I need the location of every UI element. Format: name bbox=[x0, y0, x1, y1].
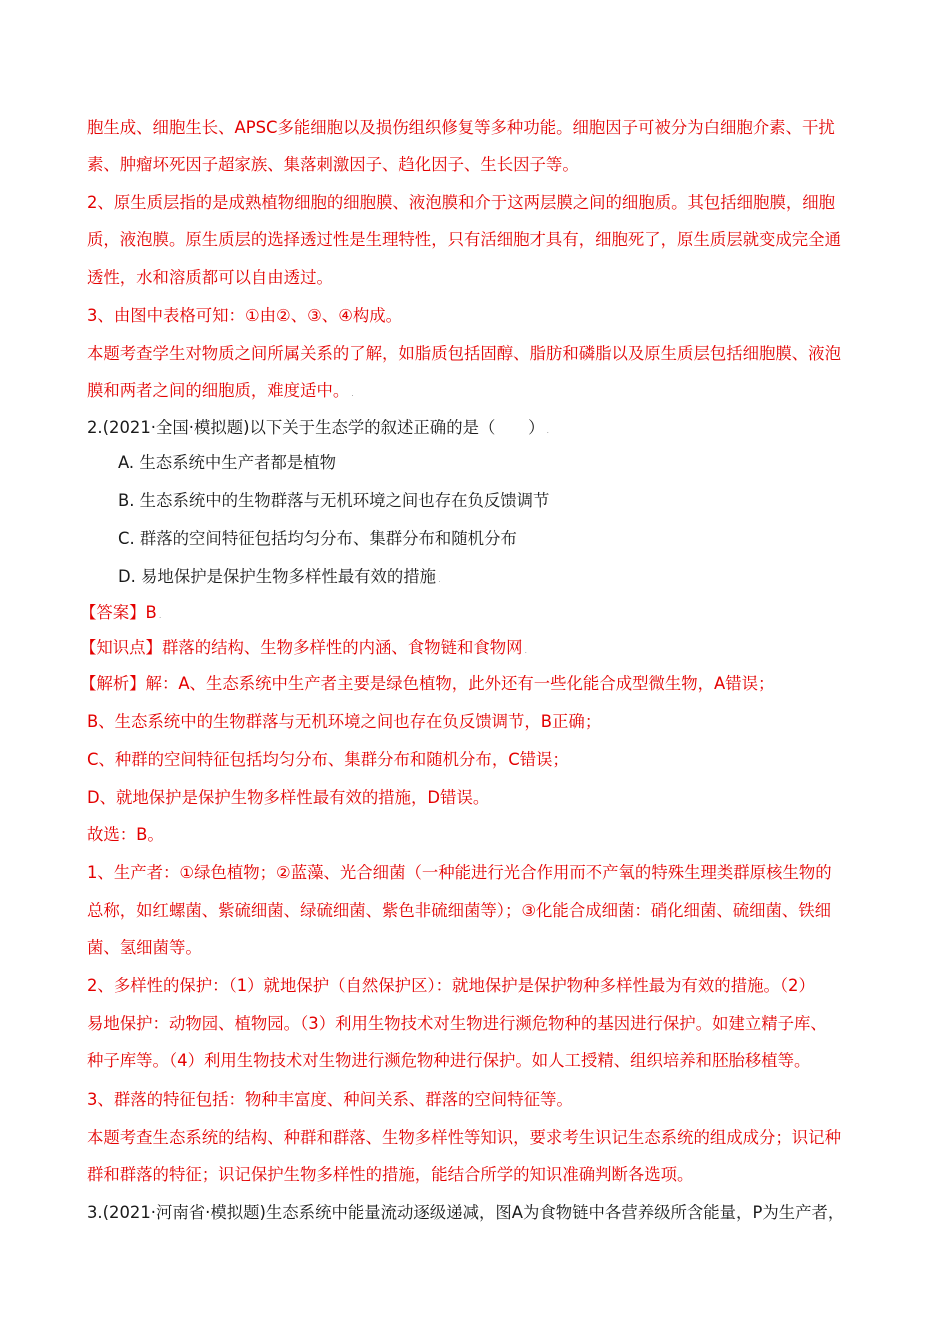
paragraph-mark: . bbox=[438, 575, 441, 584]
text-line: 2、多样性的保护：（1）就地保护（自然保护区）：就地保护是保护物种多样性最为有效的措施。（2） bbox=[87, 976, 815, 995]
text-line: 2、原生质层指的是成熟植物细胞的细胞膜、液泡膜和介于这两层膜之间的细胞质。其包括细胞膜，细胞 bbox=[87, 193, 836, 212]
question-text: 2.(2021·全国·模拟题)以下关于生态学的叙述正确的是（ ） bbox=[87, 418, 545, 437]
text-line: 易地保护：动物园、植物园。（3）利用生物技术对生物进行濒危物种的基因进行保护。如建立精子库、 bbox=[87, 1014, 827, 1033]
question-stem: 3.(2021·河南省·模拟题)生态系统中能量流动逐级递减，图A为食物链中各营养级所含能量，P为生产者， bbox=[87, 1203, 845, 1222]
paragraph-mark: . bbox=[158, 611, 162, 620]
text-line: 总称，如红螺菌、紫硫细菌、绿硫细菌、紫色非硫细菌等）；③化能合成细菌：硝化细菌、硫细菌、铁细 bbox=[87, 901, 832, 920]
text-line: 素、肿瘤坏死因子超家族、集落刺激因子、趋化因子、生长因子等。 bbox=[87, 155, 579, 174]
text-line: D、就地保护是保护生物多样性最有效的措施，D错误。 bbox=[87, 788, 490, 807]
text-line: B、生态系统中的生物群落与无机环境之间也存在负反馈调节，B正确； bbox=[87, 712, 602, 731]
text-line: 3、由图中表格可知：①由②、③、④构成。 bbox=[87, 306, 403, 325]
text-line: 质，液泡膜。原生质层的选择透过性是生理特性，只有活细胞才具有，细胞死了，原生质层就变成完全通 bbox=[87, 230, 841, 249]
text-line: 种子库等。（4）利用生物技术对生物进行濒危物种进行保护。如人工授精、组织培养和胚胎移植等。 bbox=[87, 1051, 811, 1070]
option-b: B. 生态系统中的生物群落与无机环境之间也存在负反馈调节 bbox=[118, 491, 550, 510]
paragraph-mark: . bbox=[524, 646, 528, 655]
question-stem bbox=[87, 418, 549, 441]
analysis-line: 【解析】解：A、生态系统中生产者主要是绿色植物，此外还有一些化能合成型微生物，A错误； bbox=[80, 674, 775, 693]
text-line: 胞生成、细胞生长、APSC多能细胞以及损伤组织修复等多种功能。细胞因子可被分为白细胞介素、干扰 bbox=[87, 118, 835, 137]
text-line: 透性，水和溶质都可以自由透过。 bbox=[87, 268, 333, 287]
option-d-text: D. 易地保护是保护生物多样性最有效的措施 bbox=[118, 567, 437, 586]
text-line: 3、群落的特征包括：物种丰富度、种间关系、群落的空间特征等。 bbox=[87, 1090, 573, 1109]
option-a: A. 生态系统中生产者都是植物 bbox=[118, 453, 337, 472]
text-line-content: 膜和两者之间的细胞质，难度适中。 bbox=[87, 381, 350, 400]
paragraph-mark: . bbox=[351, 389, 354, 398]
text-line: C、种群的空间特征包括均匀分布、集群分布和随机分布，C错误； bbox=[87, 750, 569, 769]
text-line: 1、生产者：①绿色植物；②蓝藻、光合细菌（一种能进行光合作用而不产氧的特殊生理类群原核生物的 bbox=[87, 863, 832, 882]
text-line bbox=[87, 381, 354, 404]
text-line: 群和群落的特征；识记保护生物多样性的措施，能结合所学的知识准确判断各选项。 bbox=[87, 1165, 694, 1184]
knowledge-point-line bbox=[80, 638, 527, 661]
knowledge-point-text: 【知识点】群落的结构、生物多样性的内涵、食物链和食物网 bbox=[80, 638, 523, 657]
text-line: 本题考查学生对物质之间所属关系的了解，如脂质包括固醇、脂肪和磷脂以及原生质层包括细胞膜、液泡 bbox=[87, 344, 841, 363]
paragraph-mark: . bbox=[546, 426, 550, 435]
text-line: 菌、氢细菌等。 bbox=[87, 938, 202, 957]
option-c: C. 群落的空间特征包括均匀分布、集群分布和随机分布 bbox=[118, 529, 517, 548]
option-d bbox=[118, 567, 441, 590]
answer-line bbox=[80, 603, 161, 626]
text-line: 故选：B。 bbox=[87, 825, 164, 844]
text-line: 本题考查生态系统的结构、种群和群落、生物多样性等知识，要求考生识记生态系统的组成成分；识记种 bbox=[87, 1128, 841, 1147]
answer-text: 【答案】B bbox=[80, 603, 157, 622]
